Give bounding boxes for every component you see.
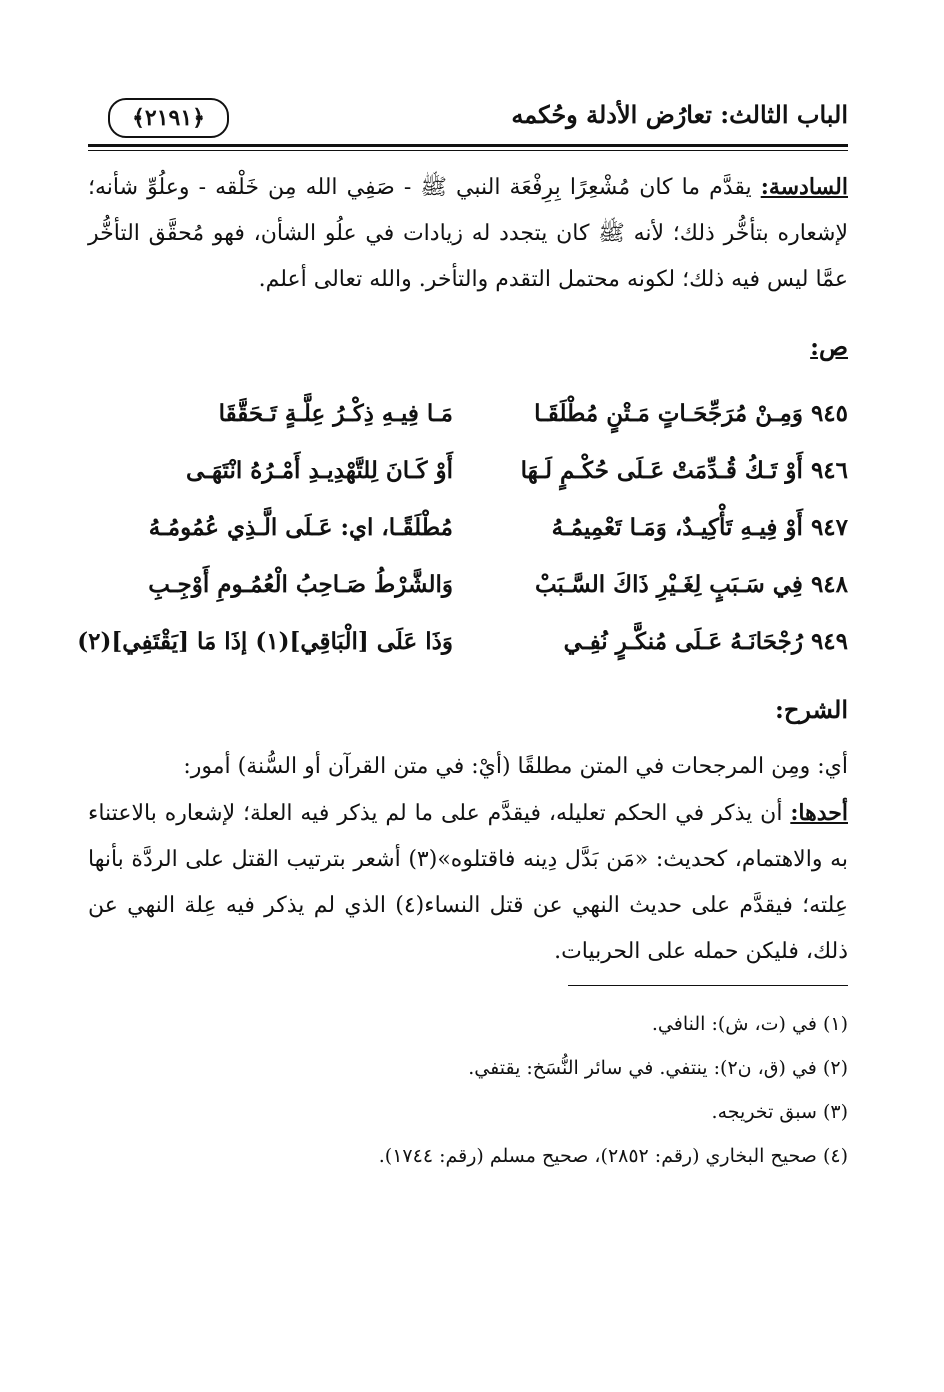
footnote: (٢) في (ق، ن٢): ينتفي. في سائر النُّسَخ: يقتفي. [468, 1057, 848, 1079]
sharh-body [88, 744, 848, 975]
verse-second-hemistich: مَـا فِيـهِ ذِكْـرُ عِلَّـةٍ تَـحَقَّقَا [218, 400, 453, 427]
book-page [77, 96, 848, 1178]
verse-first-hemistich: ٩٤٨ فِي سَـبَبٍ لِغَـيْرِ ذَاكَ السَّـبَبْ [534, 571, 848, 598]
intro-text: يقدَّم ما كان مُشْعِرًا بِرِفْعَة النبي ﷺ - صَفِي الله مِن خَلْقه - وعلُوِّ شأنه؛ لإشعاره بتأخُّر ذلك؛ لأنه ﷺ كان يتجدد له زيادات في علُو الشأن، فهو مُحقَّق التأخُّر عمَّا ليس فيه ذلك؛ لكونه محتمل التقدم والتأخر. والله تعالى أعلم. [88, 175, 848, 292]
matn-heading: ص: [810, 332, 848, 361]
verse-row [88, 442, 848, 499]
verses-block [77, 385, 848, 670]
page-number: ﴿٢١٩١﴾ [108, 98, 229, 138]
verse-first-hemistich: ٩٤٩ رُجْحَانَـهُ عَـلَى مُنكَّـرٍ نُفِـي [563, 628, 848, 655]
verse-second-hemistich: وَالشَّرْطُ صَـاحِبُ الْعُمُـومِ أَوْجِـبِ [148, 571, 453, 598]
page-header [88, 96, 848, 146]
sharh-lead: أحدها: [790, 800, 848, 826]
verse-first-hemistich: ٩٤٥ وَمِـنْ مُرَجِّحَـاتٍ مَـتْنٍ مُطْلَقَـا [534, 400, 848, 427]
verse-second-hemistich: أَوْ كَـانَ لِلتَّهْدِيـدِ أَمْـرُهُ انْتَهَـى [186, 457, 453, 484]
verse-first-hemistich: ٩٤٧ أَوْ فِيـهِ تَأْكِيـدٌ، وَمَـا تَعْمِيمُـهُ [551, 514, 848, 541]
verse-row [88, 385, 848, 442]
sharh-text: أن يذكر في الحكم تعليله، فيقدَّم على ما لم يذكر فيه العلة؛ لإشعاره بالاعتناء به والاهتمام، كحديث: «مَن بَدَّل دِينه فاقتلوه»(٣) أشعر بترتيب القتل على الردَّة بأنها عِلته؛ فيقدَّم على حديث النهي عن قتل النساء(٤) الذي لم يذكر فيه عِلة النهي عن ذلك، فليكن حمله على الحربيات. [88, 801, 848, 964]
sharh-paragraph-1: أي: ومِن المرجحات في المتن مطلقًا (أيْ: في متن القرآن أو السُّنة) أمور: [183, 754, 848, 779]
verse-first-hemistich: ٩٤٦ أَوْ تَـكُ قُـدِّمَتْ عَـلَى حُكْـمٍ لَـهَا [520, 457, 848, 484]
footnote-divider [568, 985, 848, 986]
header-rule-thin [88, 150, 848, 151]
header-rule-thick [88, 144, 848, 147]
verse-row [88, 499, 848, 556]
verse-second-hemistich: وَذَا عَلَى [الْبَاقِي](١) إذَا مَا [يَقْتَفِي](٢) [77, 628, 453, 655]
verse-row [88, 556, 848, 613]
sharh-paragraph-2 [88, 790, 848, 975]
footnotes [88, 1002, 848, 1178]
chapter-title: الباب الثالث: تعارُض الأدلة وحُكمه [511, 100, 848, 129]
intro-paragraph [88, 164, 848, 303]
verse-row [77, 613, 848, 670]
verse-second-hemistich: مُطْلَقًـا، اي: عَـلَى الَّـذِي عُمُومُـهُ [148, 514, 453, 541]
footnote: (٤) صحيح البخاري (رقم: ٢٨٥٢)، صحيح مسلم (رقم: ١٧٤٤). [378, 1145, 848, 1167]
intro-lead: السادسة: [760, 174, 848, 200]
sharh-heading: الشرح: [775, 695, 848, 724]
footnote: (١) في (ت، ش): النافي. [651, 1013, 848, 1035]
footnote: (٣) سبق تخريجه. [711, 1101, 848, 1123]
